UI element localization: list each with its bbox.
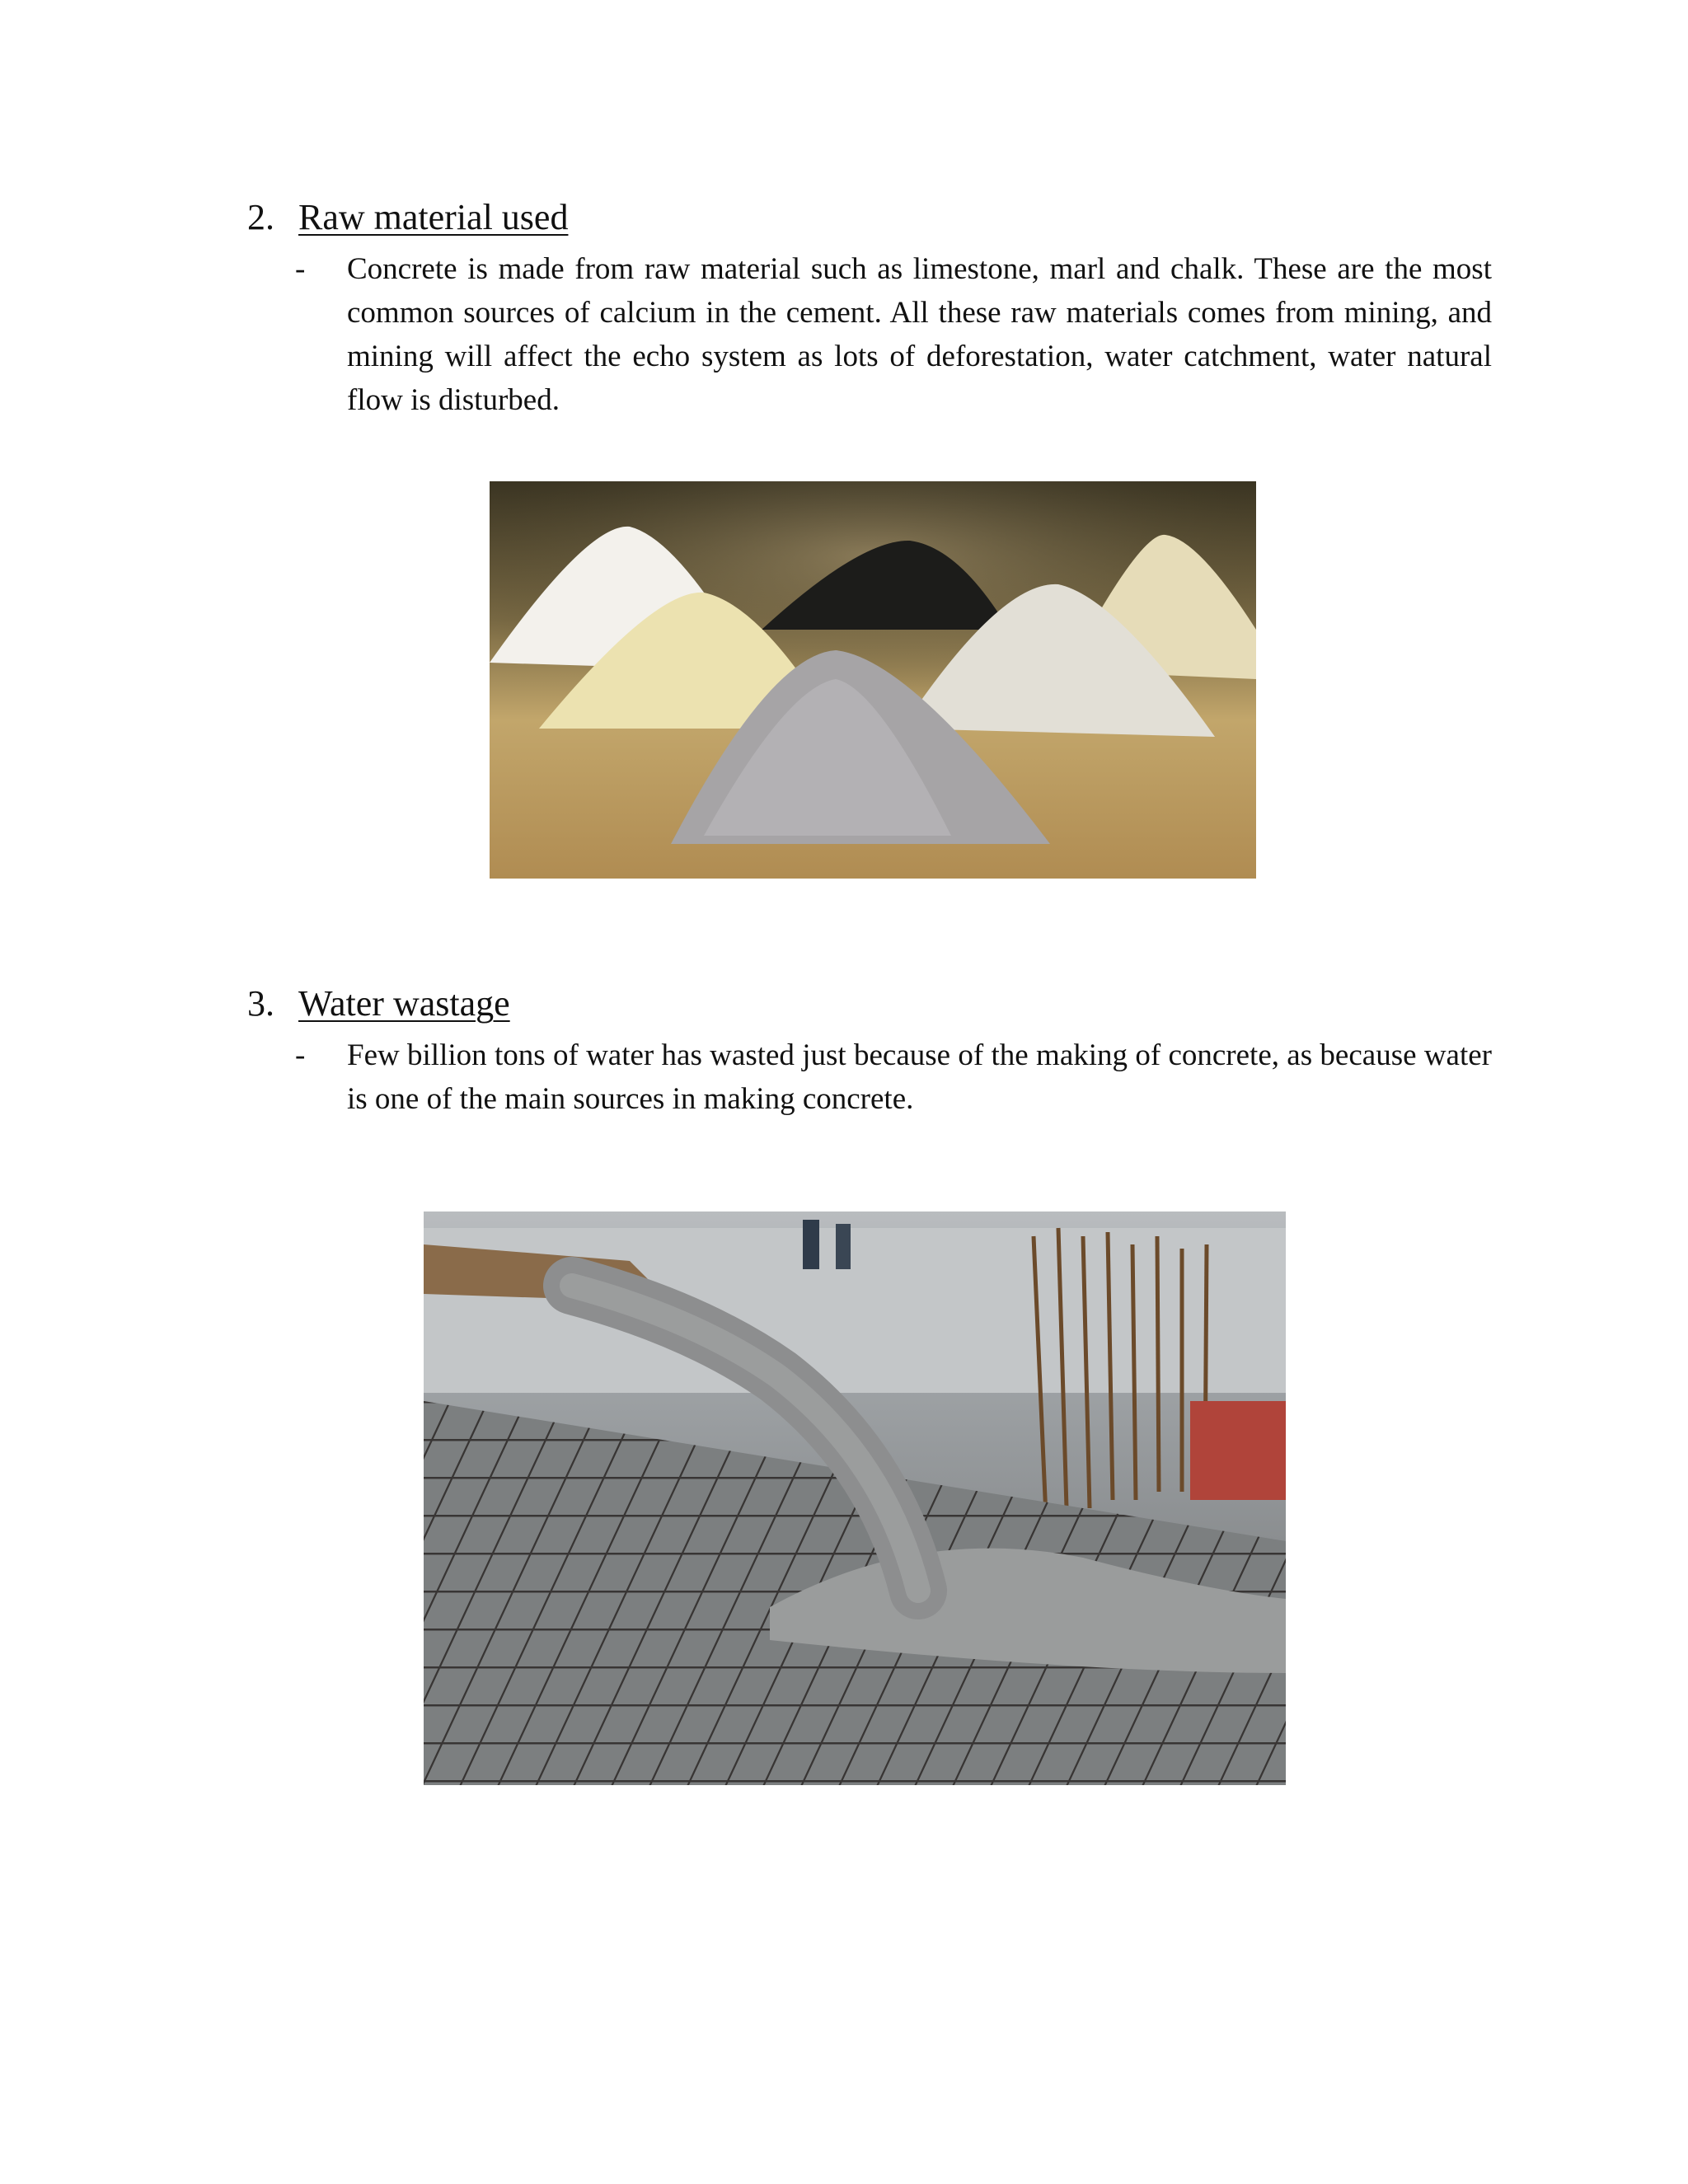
bullet-dash: - — [295, 252, 306, 286]
section-heading-water-wastage — [247, 982, 510, 1025]
section-number: 3. — [247, 983, 274, 1024]
section-title: Raw material used — [298, 197, 569, 237]
powder-piles-photo — [490, 481, 1256, 879]
bullet-text: Few billion tons of water has wasted just because of the making of concrete, as because water is one of the main sources in making concrete. — [347, 1038, 1492, 1116]
section-title: Water wastage — [298, 983, 510, 1024]
bullet-text: Concrete is made from raw material such as limestone, marl and chalk. These are the most common sources of calcium in the cement. All these raw materials comes from mining, and mining will affect the echo system as lots of deforestation, water catchment, water natural flow is disturbed. — [347, 252, 1492, 417]
section-number: 2. — [247, 197, 274, 237]
bullet-item-water-wastage — [295, 1033, 1492, 1121]
section-heading-raw-material — [247, 196, 568, 239]
bullet-dash: - — [295, 1038, 306, 1072]
concrete-pouring-photo — [424, 1212, 1286, 1785]
bullet-item-raw-material — [295, 247, 1492, 422]
